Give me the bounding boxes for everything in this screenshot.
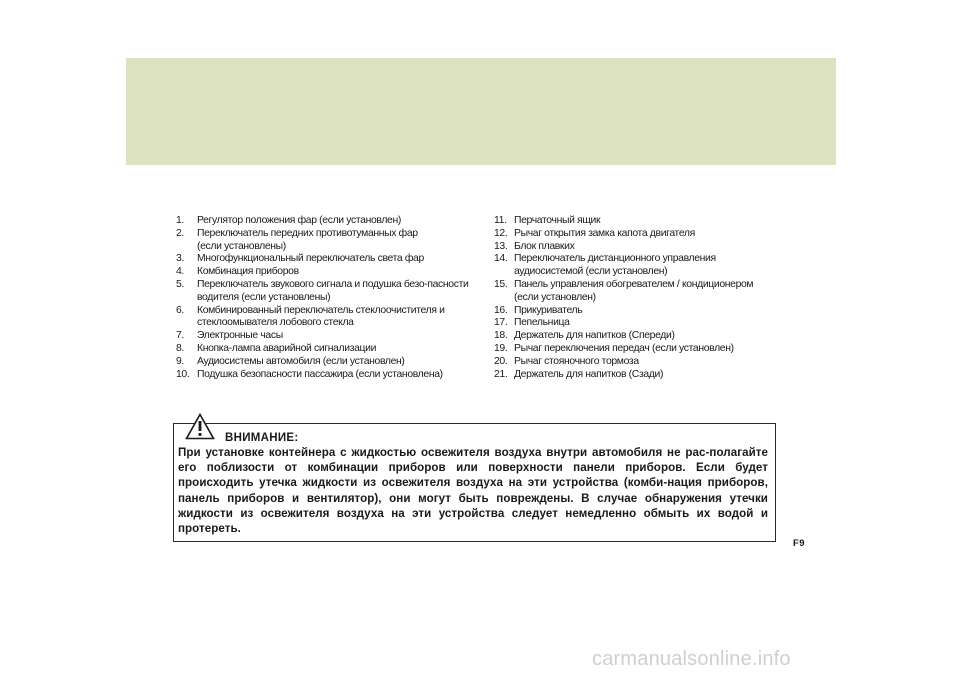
list-item [176,343,476,356]
list-item-text: Комбинированный переключатель стеклоочистителя и [197,304,445,316]
list-item-text: Держатель для напитков (Спереди) [514,330,675,342]
page-number: F9 [793,538,806,549]
list-item-text: аудиосистемой (если установлен) [514,266,668,278]
component-list-right [494,215,754,381]
list-item-number: 11. [494,215,507,226]
list-item-text: Подушка безопасности пассажира (если установлена) [197,368,443,380]
list-item-text: Многофункциональный переключатель света фар [197,253,424,265]
warning-body: При установке контейнера с жидкостью освежителя воздуха внутри автомобиля не рас-полагайте его поблизости от комбинации приборов или поверхности панели приборов. Если будет происходить утечка жидкости из освежителя воздуха на эти устройства (комби-нация приборов, панель приборов и вентилятор), они могут быть повреждены. В случае обнаружения утечки жидкости из освежителя воздуха на эти устройства следует немедленно обмыть их водой и протереть. [178,446,768,536]
list-item-text: Пепельница [514,317,570,329]
list-item [176,253,476,266]
list-item-text: Переключатель передних противотуманных фар [197,227,418,239]
list-item-number: 14. [494,253,508,265]
list-item [176,317,476,330]
list-item-number: 16. [494,304,508,316]
list-item [176,369,476,382]
list-item [494,369,754,382]
list-item-number: 15. [494,278,508,290]
list-item-text: Панель управления обогревателем / кондиционером [514,278,754,290]
list-item [494,228,754,241]
list-item-text: Переключатель дистанционного управления [514,253,716,265]
list-item-text: Электронные часы [197,330,283,342]
list-item-number: 17. [494,317,508,329]
list-item-text: Регулятор положения фар (если установлен) [197,215,401,226]
list-item-number [176,241,197,254]
list-item [494,356,754,369]
list-item-text: Блок плавких [514,240,575,252]
list-item-text: Прикуриватель [514,304,583,316]
list-item-number: 19. [494,342,508,354]
watermark: carmanualsonline.info [592,648,791,670]
list-item-number: 7. [176,330,184,342]
list-item [494,253,754,266]
list-item-number: 2. [176,227,184,239]
warning-triangle-icon [185,413,215,440]
list-item-text: Комбинация приборов [197,266,299,278]
list-item [494,305,754,318]
list-item-number [176,317,197,330]
list-item-number [494,266,514,279]
list-item-number: 8. [176,342,184,354]
list-item-text: Рычаг открытия замка капота двигателя [514,227,695,239]
list-item-number: 3. [176,253,184,265]
list-item-text: Кнопка-лампа аварийной сигнализации [197,342,377,354]
list-item [176,330,476,343]
list-item-text: Перчаточный ящик [514,215,601,226]
list-item-text: (если установлены) [197,240,286,252]
list-item-number: 21. [494,368,508,380]
component-list-left [176,215,476,381]
list-item [494,292,754,305]
list-item [494,330,754,343]
list-item [176,305,476,318]
list-item [176,215,476,228]
list-item [494,317,754,330]
list-item [176,241,476,254]
list-item-number: 4. [176,266,184,278]
list-item [494,241,754,254]
list-item [176,266,476,279]
list-item-number: 10. [176,368,190,380]
list-item [176,279,476,292]
header-banner [126,58,836,165]
list-item-number: 18. [494,330,508,342]
list-item [176,356,476,369]
list-item [494,279,754,292]
warning-title: ВНИМАНИЕ: [225,432,299,444]
list-item-text: Переключатель звукового сигнала и подушка безо-пасности [197,278,469,290]
list-item-text: Рычаг переключения передач (если установлен) [514,342,734,354]
list-item-text: Аудиосистемы автомобиля (если установлен) [197,355,405,367]
list-item-text: Держатель для напитков (Сзади) [514,368,664,380]
list-item-number: 5. [176,278,184,290]
list-item-number [494,292,514,305]
list-item-number: 1. [176,215,184,226]
list-item-number: 9. [176,355,184,367]
list-item-text: Рычаг стояночного тормоза [514,355,639,367]
list-item-text: водителя (если установлены) [197,291,331,303]
list-item [494,215,754,228]
list-item-text: стеклоомывателя лобового стекла [197,317,354,329]
list-item-number: 6. [176,304,184,316]
list-item-number: 20. [494,355,508,367]
list-item-number [176,292,197,305]
list-item-number: 12. [494,227,508,239]
list-item [176,228,476,241]
list-item [176,292,476,305]
list-item-text: (если установлен) [514,291,596,303]
list-item-number: 13. [494,240,508,252]
list-item [494,343,754,356]
list-item [494,266,754,279]
